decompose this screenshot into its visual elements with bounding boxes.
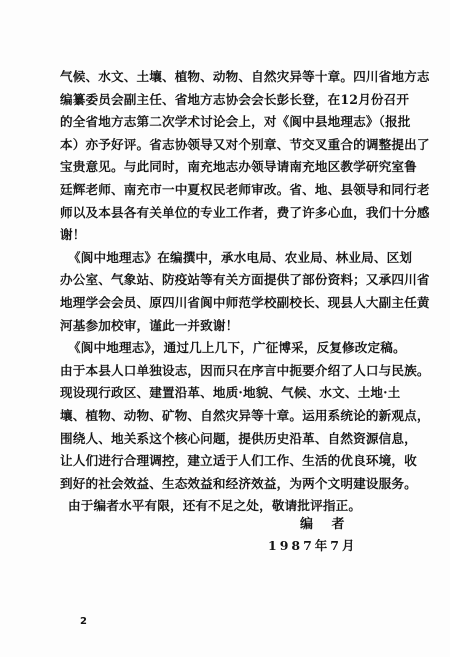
text-line: 河基参加校审，谨此一并致谢！ [60,317,239,333]
text-line: 围绕人、地关系这个核心问题，提供历史沿革、自然资源信息， [60,430,417,446]
text-line: 编纂委员会副主任、省地方志协会会长彭长登，在12月份召开 [60,91,410,107]
document-date: 1987年7月 [268,538,358,553]
text-line: 办公室、气象站、防疫站等有关方面提供了部份资料；又承四川省 [60,272,430,288]
text-line: 壤、植物、动物、矿物、自然灾异等十章。运用系统论的新观点， [60,407,430,423]
text-line: 师以及本县各有关单位的专业工作者，费了许多心血，我们十分感 [60,204,430,220]
text-line: 本）亦予好评。省志协领导又对个别章、节交叉重合的调整提出了 [60,136,430,152]
text-line: 由于编者水平有限，还有不足之处，敬请批评指正。 [68,498,362,514]
text-line: 让人们进行合理调控，建立适于人们工作、生活的优良环境，收 [60,453,417,469]
text-line: 气候、水文、土壤、植物、动物、自然灾异等十章。四川省地方志 [60,69,430,84]
text-line: 谢！ [60,227,86,243]
text-line: 《阆中地理志》在编撰中，承水电局、农业局、林业局、区划 [68,249,413,265]
author-signature: 编 者 [300,517,352,532]
text-line: 由于本县人口单独设志，因而只在序言中扼要介绍了人口与民族。 [60,362,430,378]
text-line: 的全省地方志第二次学术讨论会上，对《阆中县地理志》（报批 [60,114,411,130]
text-line: 《阆中地理志》，通过几上几下，广征博采，反复修改定稿。 [68,340,406,356]
text-line: 现设现行政区、建置沿革、地质·地貌、气候、水文、土地·土 [60,385,401,401]
text-line: 宝贵意见。与此同时，南充地志办领导请南充地区教学研究室鲁 [60,159,417,175]
body-text [60,66,430,518]
text-line: 廷辉老师、南充市一中夏权民老师审改。省、地、县领导和同行老 [60,181,430,197]
text-line: 地理学会会员、原四川省阆中师范学校副校长、现县人大副主任黄 [60,294,430,310]
page-number: 2 [80,616,87,627]
text-line: 到好的社会效益、生态效益和经济效益，为两个文明建设服务。 [60,475,417,491]
